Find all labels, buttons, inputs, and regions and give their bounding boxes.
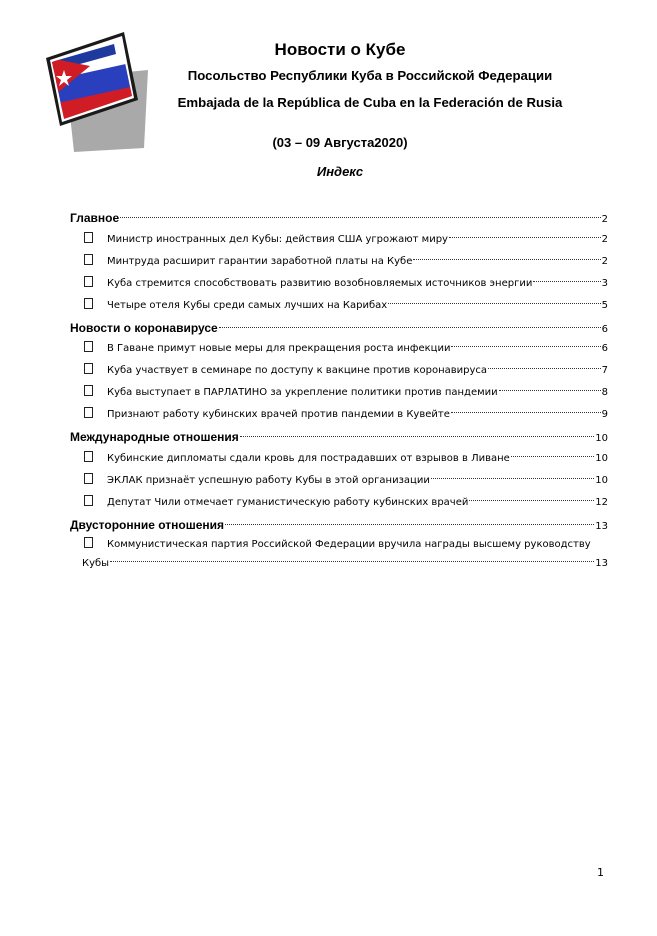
toc-entry-label: Минтруда расширит гарантии заработной платы на Кубе [107,255,413,267]
leader-dots [451,346,600,347]
toc-page-number: 7 [601,365,608,376]
toc-section-coronavirus[interactable] [70,317,608,339]
bullet-box-icon [84,451,93,462]
leader-dots [413,259,600,260]
document-title: Новости о Кубе [274,40,406,59]
bullet-box-icon [84,385,93,396]
embassy-name-es: Embajada de la República de Cuba en la Federación de Rusia [177,95,563,110]
toc-entry[interactable] [70,470,608,492]
leader-dots [388,303,600,304]
leader-dots [110,561,594,562]
bullet-box-icon [84,254,93,265]
toc-entry-label: Министр иностранных дел Кубы: действия США угрожают миру [107,233,448,245]
toc-page-number: 9 [601,409,608,420]
bullet-box-icon [84,232,93,243]
page-number: 1 [597,866,604,879]
toc-entry-label: Коммунистическая партия Российской Федерации вручила награды высшему руководству [107,539,591,550]
table-of-contents [70,207,608,573]
bullet-box-icon [84,407,93,418]
toc-entry[interactable] [70,535,608,573]
toc-entry-label: Признают работу кубинских врачей против пандемии в Кувейте [107,409,450,420]
toc-entry-label: Четыре отеля Кубы среди самых лучших на Карибах [107,299,388,311]
toc-section-title: Новости о коронавирусе [70,320,218,335]
leader-dots [225,524,594,525]
toc-page-number: 12 [595,496,608,508]
bullet-box-icon [84,363,93,374]
toc-section-title: Международные отношения [70,430,239,444]
cuba-russia-flag-logo [44,30,150,152]
toc-page-number: 5 [601,299,608,311]
toc-section-title: Главное [70,211,120,225]
toc-page-number: 2 [601,214,608,225]
date-range: (03 – 09 Августа2020) [272,135,408,150]
toc-page-number: 10 [595,474,608,486]
toc-entry-label-continued: Кубы [82,558,110,569]
toc-page-number: 8 [601,387,608,398]
bullet-box-icon [84,537,93,548]
leader-dots [533,281,600,282]
index-heading: Индекс [316,164,364,179]
toc-entry[interactable] [70,360,608,382]
toc-section-bilateral[interactable] [70,514,608,536]
toc-section-title: Двусторонние отношения [70,517,225,532]
toc-entry-label: Куба выступает в ПАРЛАТИНО за укрепление политики против пандемии [107,387,498,398]
bullet-box-icon [84,341,93,352]
toc-page-number: 2 [601,255,608,267]
leader-dots [511,456,594,457]
leader-dots [449,237,601,238]
bullet-box-icon [84,298,93,309]
leader-dots [120,217,600,218]
leader-dots [431,478,594,479]
toc-page-number: 6 [601,343,608,354]
toc-page-number: 2 [601,233,608,245]
toc-entry-label: Куба стремится способствовать развитию возобновляемых источников энергии [107,277,533,289]
toc-entry[interactable] [70,229,608,251]
toc-entry-label: Депутат Чили отмечает гуманистическую работу кубинских врачей [107,496,469,508]
bullet-box-icon [84,276,93,287]
leader-dots [240,436,594,437]
toc-entry-label: Куба участвует в семинаре по доступу к вакцине против коронавируса [107,365,488,376]
leader-dots [219,327,601,328]
toc-page-number: 13 [595,558,608,569]
bullet-box-icon [84,473,93,484]
toc-page-number: 3 [601,277,608,289]
bullet-box-icon [84,495,93,506]
toc-entry-label: ЭКЛАК признаёт успешную работу Кубы в этой организации [107,474,430,486]
toc-entry[interactable] [70,382,608,404]
toc-entry[interactable] [70,404,608,426]
leader-dots [469,500,594,501]
toc-section-main[interactable] [70,207,608,229]
toc-entry[interactable] [70,492,608,514]
leader-dots [451,412,601,413]
toc-entry[interactable] [70,295,608,317]
toc-page-number: 6 [601,323,608,335]
toc-entry[interactable] [70,338,608,360]
leader-dots [488,368,601,369]
toc-entry[interactable] [70,448,608,470]
toc-page-number: 13 [595,520,608,532]
toc-entry-label: В Гаване примут новые меры для прекращения роста инфекции [107,343,451,354]
toc-entry[interactable] [70,251,608,273]
toc-entry[interactable] [70,273,608,295]
leader-dots [499,390,601,391]
embassy-name-ru: Посольство Республики Куба в Российской Федерации [187,68,553,83]
toc-section-international[interactable] [70,426,608,448]
toc-page-number: 10 [595,452,608,464]
toc-page-number: 10 [595,433,608,444]
toc-entry-label: Кубинские дипломаты сдали кровь для пострадавших от взрывов в Ливане [107,452,510,464]
